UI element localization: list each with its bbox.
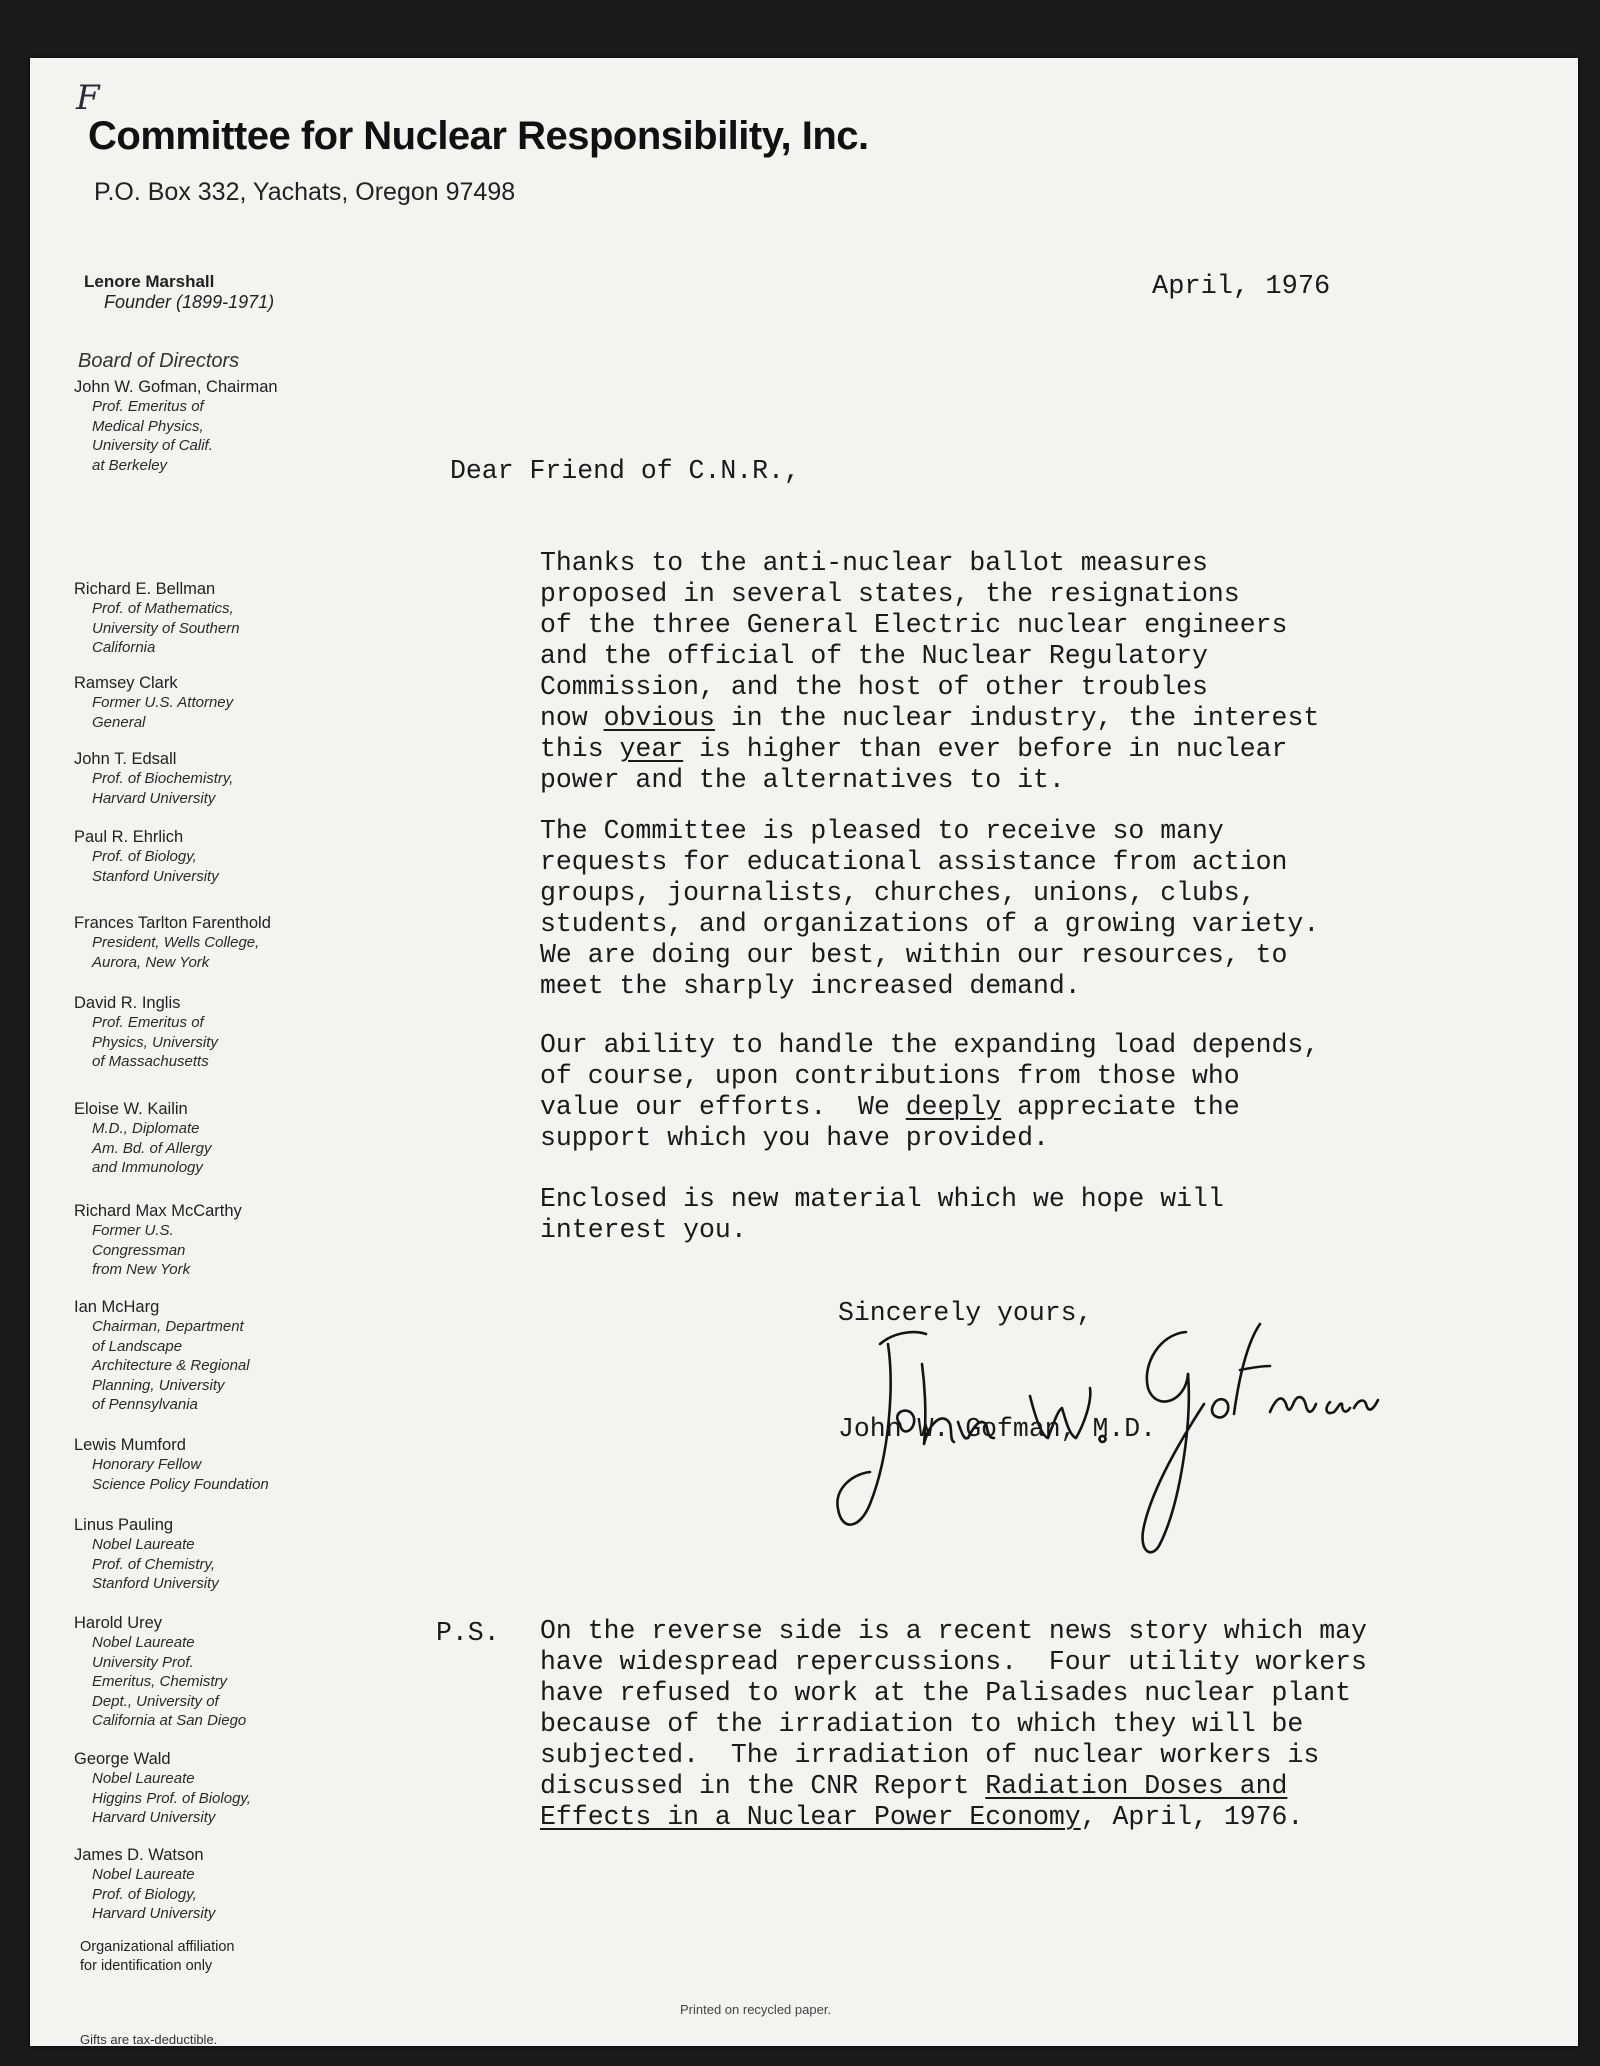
text-line: Enclosed is new material which we hope will bbox=[540, 1184, 1224, 1214]
underlined-word: deeply bbox=[905, 1092, 1002, 1122]
director-affiliation: of Pennsylvania bbox=[92, 1396, 198, 1413]
salutation: Dear Friend of C.N.R., bbox=[450, 456, 800, 486]
report-title-part: Effects in a Nuclear Power Economy bbox=[540, 1802, 1081, 1832]
director-affiliation: General bbox=[92, 713, 146, 731]
text-line: subjected. The irradiation of nuclear workers is bbox=[540, 1740, 1320, 1770]
underlined-word: year bbox=[619, 734, 684, 764]
postscript-paragraph bbox=[540, 1616, 1550, 1833]
director-name: Lewis Mumford bbox=[74, 1436, 186, 1454]
underlined-word: obvious bbox=[603, 703, 715, 733]
text-run: , April, 1976. bbox=[1080, 1802, 1304, 1832]
director-entry bbox=[74, 1436, 374, 1494]
paragraph-1 bbox=[540, 548, 1500, 796]
director-affiliation: Nobel Laureate bbox=[92, 1866, 195, 1883]
text-line: We are doing our best, within our resources, to bbox=[540, 940, 1288, 970]
director-affiliation: University Prof. bbox=[92, 1653, 194, 1671]
printed-note: Printed on recycled paper. bbox=[680, 2002, 832, 2017]
director-affiliation: Emeritus, Chemistry bbox=[92, 1673, 228, 1690]
director-affiliation: President, Wells College, bbox=[92, 934, 260, 951]
director-affiliation: of Massachusetts bbox=[92, 1053, 209, 1070]
text-line: have widespread repercussions. Four utility workers bbox=[540, 1647, 1367, 1677]
director-affiliation: Physics, University bbox=[92, 1033, 218, 1051]
director-entry bbox=[74, 1846, 374, 1924]
director-name: Harold Urey bbox=[74, 1614, 163, 1632]
text-line: of the three General Electric nuclear engineers bbox=[540, 610, 1288, 640]
director-affiliation: Nobel Laureate bbox=[92, 1770, 195, 1787]
director-affiliation: Stanford University bbox=[92, 867, 219, 885]
director-name: George Wald bbox=[74, 1750, 171, 1768]
director-name: Ramsey Clark bbox=[74, 674, 178, 692]
director-name: David R. Inglis bbox=[74, 994, 181, 1012]
director-entry bbox=[74, 378, 374, 475]
text-line: Our ability to handle the expanding load depends, bbox=[540, 1030, 1320, 1060]
letter-page bbox=[30, 58, 1578, 2046]
text-line: interest you. bbox=[540, 1215, 747, 1245]
director-affiliation: Harvard University bbox=[92, 1809, 216, 1826]
board-heading: Board of Directors bbox=[78, 350, 240, 372]
text-line: have refused to work at the Palisades nuclear plant bbox=[540, 1678, 1352, 1708]
director-name: Linus Pauling bbox=[74, 1516, 174, 1534]
director-affiliation: Nobel Laureate bbox=[92, 1536, 195, 1553]
director-affiliation: Former U.S. Attorney bbox=[92, 694, 234, 711]
text-line: and the official of the Nuclear Regulatory bbox=[540, 641, 1208, 671]
report-title-part: Radiation Doses and bbox=[985, 1771, 1288, 1801]
paragraph-4 bbox=[540, 1184, 1500, 1246]
director-affiliation: M.D., Diplomate bbox=[92, 1120, 200, 1137]
director-affiliation: Harvard University bbox=[92, 789, 216, 807]
postscript-label: P.S. bbox=[436, 1618, 500, 1648]
text-line: The Committee is pleased to receive so many bbox=[540, 816, 1224, 846]
closing: Sincerely yours, bbox=[838, 1298, 1093, 1328]
director-name: James D. Watson bbox=[74, 1846, 204, 1864]
text-line: requests for educational assistance from action bbox=[540, 847, 1288, 877]
director-name: Ian McHarg bbox=[74, 1298, 160, 1316]
director-affiliation: University of Calif. bbox=[92, 437, 213, 454]
director-entry bbox=[74, 1202, 374, 1280]
director-affiliation: Prof. of Chemistry, bbox=[92, 1555, 216, 1573]
organization-name: Committee for Nuclear Responsibility, Inc. bbox=[88, 114, 869, 158]
text-line bbox=[540, 1092, 1500, 1123]
text-line: groups, journalists, churches, unions, clubs, bbox=[540, 878, 1256, 908]
director-affiliation: California bbox=[92, 639, 156, 656]
director-entry bbox=[74, 674, 374, 732]
director-affiliation: Congressman bbox=[92, 1241, 186, 1259]
founder-name: Lenore Marshall bbox=[84, 272, 215, 291]
director-name: John T. Edsall bbox=[74, 750, 177, 768]
director-affiliation: of Landscape bbox=[92, 1337, 183, 1355]
director-affiliation: Chairman, Department bbox=[92, 1318, 244, 1335]
director-name: Richard Max McCarthy bbox=[74, 1202, 242, 1220]
director-name: Frances Tarlton Farenthold bbox=[74, 914, 271, 932]
text-line: Thanks to the anti-nuclear ballot measures bbox=[540, 548, 1208, 578]
director-affiliation: Prof. of Biology, bbox=[92, 1885, 197, 1903]
director-entry bbox=[74, 914, 374, 972]
director-entry bbox=[74, 828, 374, 886]
founder-title: Founder (1899-1971) bbox=[104, 292, 275, 312]
director-affiliation: Science Policy Foundation bbox=[92, 1475, 269, 1493]
director-affiliation: Prof. of Biochemistry, bbox=[92, 770, 234, 787]
director-affiliation: University of Southern bbox=[92, 619, 240, 637]
affiliation-note bbox=[80, 1938, 235, 1976]
paragraph-3 bbox=[540, 1030, 1500, 1154]
director-affiliation: Architecture & Regional bbox=[92, 1357, 250, 1374]
text-line: power and the alternatives to it. bbox=[540, 765, 1065, 795]
director-affiliation: Am. Bd. of Allergy bbox=[92, 1139, 212, 1157]
director-name: Paul R. Ehrlich bbox=[74, 828, 184, 846]
director-affiliation: Prof. Emeritus of bbox=[92, 1014, 204, 1031]
director-affiliation: California at San Diego bbox=[92, 1712, 247, 1729]
director-affiliation: from New York bbox=[92, 1261, 191, 1278]
text-run: this bbox=[540, 734, 620, 764]
text-line: meet the sharply increased demand. bbox=[540, 971, 1081, 1001]
director-entry bbox=[74, 1750, 374, 1828]
director-entry bbox=[74, 1614, 374, 1731]
signer-name: John W. Gofman, M.D. bbox=[838, 1414, 1157, 1444]
organization-address: P.O. Box 332, Yachats, Oregon 97498 bbox=[94, 178, 516, 206]
director-name: Eloise W. Kailin bbox=[74, 1100, 188, 1118]
director-affiliation: Prof. of Mathematics, bbox=[92, 600, 234, 617]
letter-date: April, 1976 bbox=[1152, 272, 1331, 302]
text-line: support which you have provided. bbox=[540, 1123, 1049, 1153]
text-line bbox=[540, 703, 1500, 734]
director-entry bbox=[74, 1100, 374, 1178]
text-run: discussed in the CNR Report bbox=[540, 1771, 986, 1801]
director-affiliation: Honorary Fellow bbox=[92, 1456, 202, 1473]
director-entry bbox=[74, 580, 374, 658]
text-run: now bbox=[540, 703, 604, 733]
handwritten-signature bbox=[830, 1304, 1430, 1564]
director-entry bbox=[74, 1516, 374, 1594]
paragraph-2 bbox=[540, 816, 1500, 1002]
text-line bbox=[540, 1771, 1550, 1802]
gifts-note: Gifts are tax-deductible. bbox=[80, 2032, 218, 2047]
director-affiliation: Former U.S. bbox=[92, 1222, 174, 1239]
director-affiliation: Stanford University bbox=[92, 1575, 219, 1592]
director-affiliation: at Berkeley bbox=[92, 456, 168, 474]
director-affiliation: Harvard University bbox=[92, 1905, 216, 1922]
director-affiliation: Aurora, New York bbox=[92, 953, 210, 971]
director-affiliation: Higgins Prof. of Biology, bbox=[92, 1789, 251, 1807]
director-entry bbox=[74, 994, 374, 1072]
director-name: John W. Gofman, Chairman bbox=[74, 378, 278, 396]
text-line bbox=[540, 1802, 1550, 1833]
director-affiliation: Dept., University of bbox=[92, 1692, 219, 1710]
director-entry bbox=[74, 750, 374, 808]
director-entry bbox=[74, 1298, 374, 1415]
text-run: appreciate the bbox=[1001, 1092, 1240, 1122]
text-line: Commission, and the host of other troubles bbox=[540, 672, 1208, 702]
director-affiliation: Prof. Emeritus of bbox=[92, 398, 204, 415]
text-run: value our efforts. We bbox=[540, 1092, 906, 1122]
handwritten-corner-mark: F bbox=[76, 78, 100, 118]
text-line: proposed in several states, the resignations bbox=[540, 579, 1240, 609]
text-line: of course, upon contributions from those who bbox=[540, 1061, 1240, 1091]
director-affiliation: Planning, University bbox=[92, 1376, 225, 1394]
text-run: in the nuclear industry, the interest bbox=[714, 703, 1320, 733]
director-affiliation: and Immunology bbox=[92, 1159, 203, 1176]
text-run: is higher than ever before in nuclear bbox=[683, 734, 1288, 764]
text-line: because of the irradiation to which they will be bbox=[540, 1709, 1304, 1739]
director-name: Richard E. Bellman bbox=[74, 580, 216, 598]
director-affiliation: Nobel Laureate bbox=[92, 1634, 195, 1651]
director-affiliation: Prof. of Biology, bbox=[92, 848, 197, 865]
director-affiliation: Medical Physics, bbox=[92, 417, 204, 435]
affiliation-note-line: Organizational affiliation bbox=[80, 1939, 235, 1955]
affiliation-note-line: for identification only bbox=[80, 1958, 213, 1974]
text-line: On the reverse side is a recent news story which may bbox=[540, 1616, 1367, 1646]
text-line: students, and organizations of a growing variety. bbox=[540, 909, 1320, 939]
text-line bbox=[540, 734, 1500, 765]
